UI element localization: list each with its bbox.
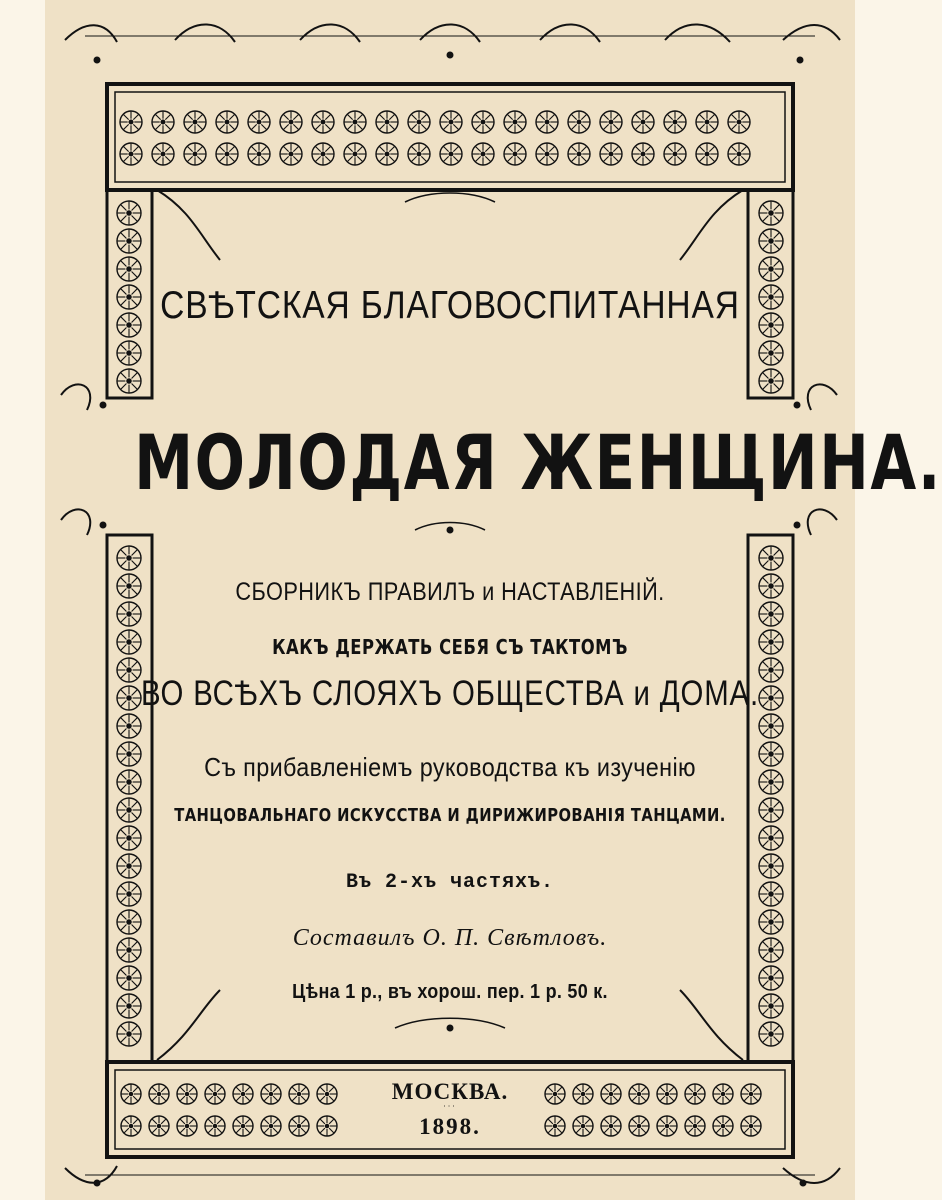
price-line: Цѣна 1 р., въ хорош. пер. 1 р. 50 к. — [292, 981, 608, 1003]
author-line: Составилъ О. П. Свѣтловъ. — [292, 925, 608, 951]
publication-year: 1898. — [419, 1114, 481, 1139]
society-line: ВО ВСѢХЪ СЛОЯХЪ ОБЩЕСТВА и ДОМА. — [140, 674, 759, 713]
main-title: МОЛОДАЯ ЖЕНЩИНА. — [134, 418, 942, 507]
parts-line: Въ 2-хъ частяхъ. — [345, 871, 555, 894]
collection-line: СБОРНИКЪ ПРАВИЛЪ и НАСТАВЛЕНIЙ. — [235, 578, 665, 606]
dance-line: ТАНЦОВАЛЬНАГО ИСКУССТВА И ДИРИЖИРОВАНIЯ ТАНЦАМИ. — [174, 805, 726, 826]
paper-background — [45, 0, 942, 1200]
addition-line: Съ прибавленiемъ руководства къ изученiю — [204, 752, 696, 782]
separator-dots: ··· — [443, 1102, 457, 1111]
subtitle-top: СВѢТСКАЯ БЛАГОВОСПИТАННАЯ — [160, 284, 740, 327]
publication-city: МОСКВА. — [391, 1079, 509, 1104]
tact-line: КАКЪ ДЕРЖАТЬ СЕБЯ СЪ ТАКТОМЪ — [272, 635, 628, 659]
